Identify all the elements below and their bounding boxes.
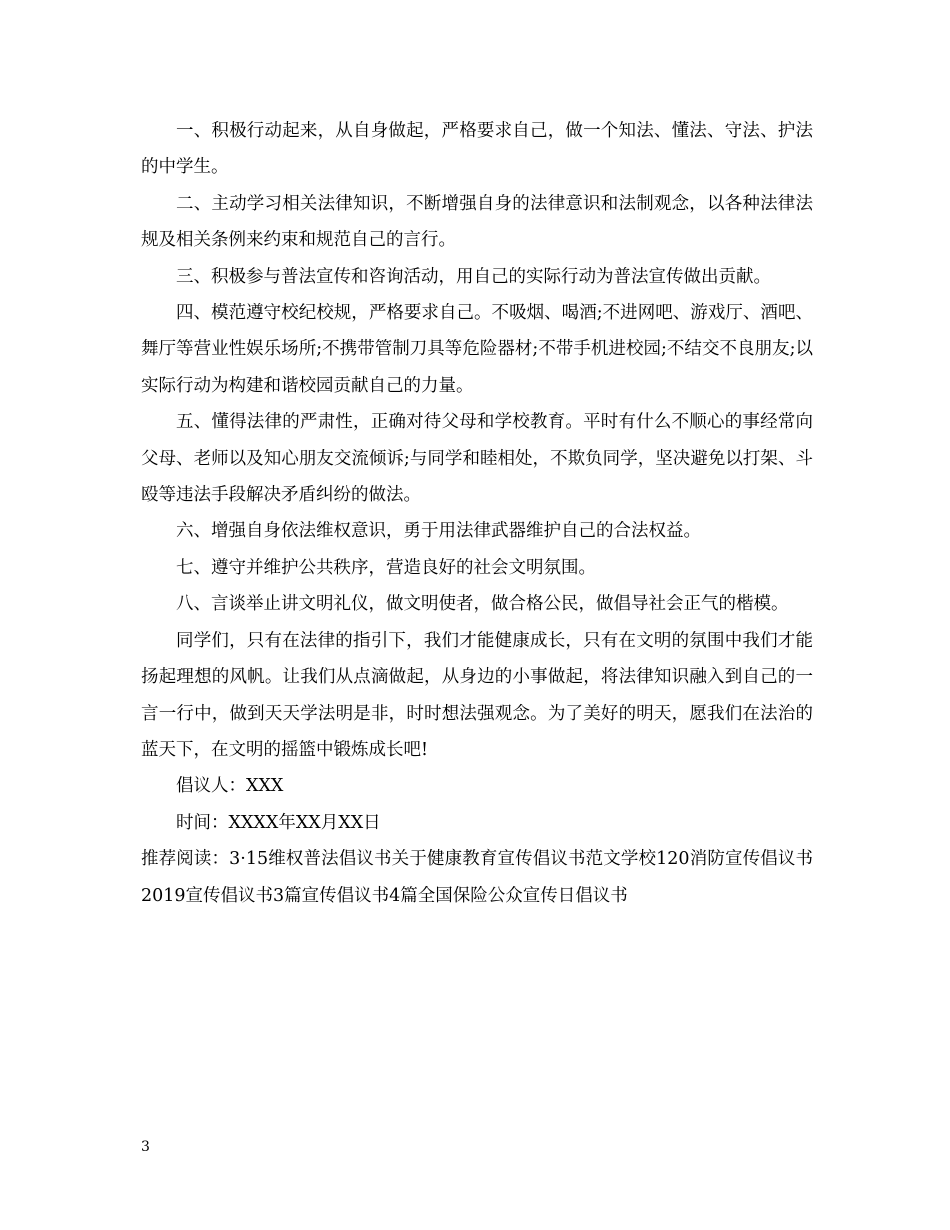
paragraph-5: 五、懂得法律的严肃性，正确对待父母和学校教育。平时有什么不顺心的事经常向父母、老师以及知心朋友交流倾诉;与同学和睦相处，不欺负同学，坚决避免以打架、斗殴等违法手段解决矛盾纠纷的做法。 — [141, 412, 813, 506]
paragraph-7: 七、遵守并维护公共秩序，营造良好的社会文明氛围。 — [176, 557, 596, 578]
page-number: 3 — [141, 1139, 150, 1155]
paragraph-4: 四、模范遵守校纪校规，严格要求自己。不吸烟、喝酒;不进网吧、游戏厅、酒吧、舞厅等营业性娱乐场所;不携带管制刀具等危险器材;不带手机进校园;不结交不良朋友;以实际行动为构建和谐校园贡献自己的力量。 — [141, 303, 813, 396]
paragraph-2: 二、主动学习相关法律知识，不断增强自身的法律意识和法制观念，以各种法律法规及相关条例来约束和规范自己的言行。 — [141, 193, 813, 251]
paragraph-6: 六、增强自身依法维权意识，勇于用法律武器维护自己的合法权益。 — [176, 521, 701, 542]
paragraph-1: 一、积极行动起来，从自身做起，严格要求自己，做一个知法、懂法、守法、护法的中学生。 — [141, 121, 813, 178]
paragraph-8: 八、言谈举止讲文明礼仪，做文明使者，做合格公民，做倡导社会正气的楷模。 — [176, 594, 789, 615]
closing-paragraph: 同学们，只有在法律的指引下，我们才能健康成长，只有在文明的氛围中我们才能扬起理想的风帆。让我们从点滴做起，从身边的小事做起，将法律知识融入到自己的一言一行中，做到天天学法明是非，时时想法强观念。为了美好的明天，愿我们在法治的蓝天下，在文明的摇篮中锻炼成长吧! — [141, 630, 813, 760]
paragraph-3: 三、积极参与普法宣传和咨询活动，用自己的实际行动为普法宣传做出贡献。 — [176, 266, 771, 287]
document-body — [141, 113, 813, 914]
signature-initiator: 倡议人：XXX — [176, 776, 284, 797]
signature-date: 时间：XXXX年XX月XX日 — [176, 812, 381, 833]
recommended-reading: 推荐阅读：3·15维权普法倡议书关于健康教育宣传倡议书范文学校120消防宣传倡议书2019宣传倡议书3篇宣传倡议书4篇全国保险公众宣传日倡议书 — [141, 849, 813, 906]
